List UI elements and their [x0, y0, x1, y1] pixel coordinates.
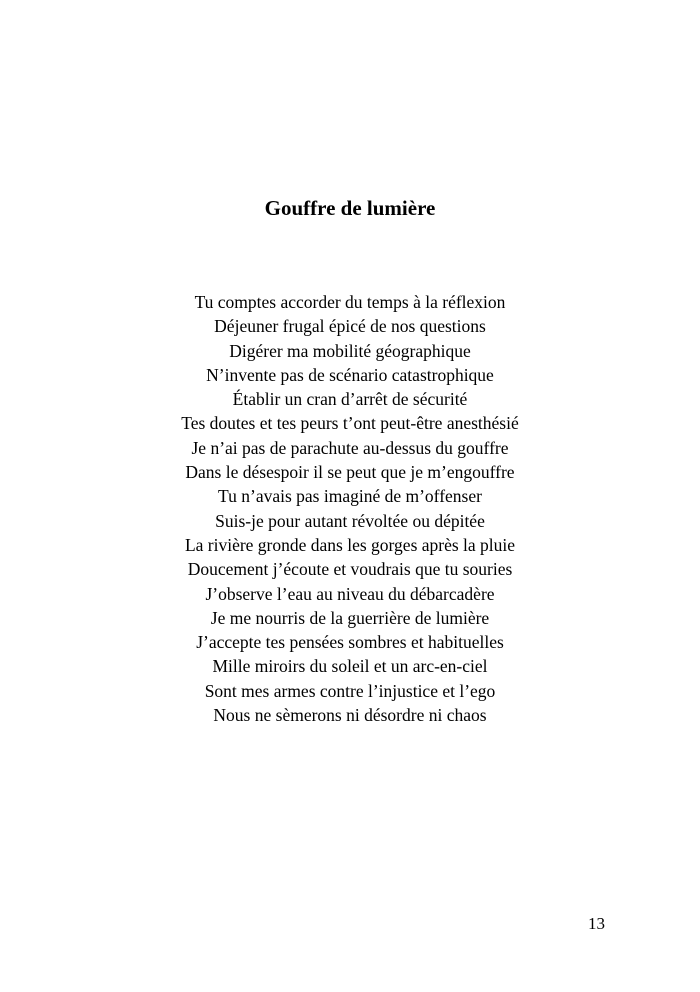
poem-line: Sont mes armes contre l’injustice et l’ego	[204, 680, 496, 701]
poem-line: Tu n’avais pas imaginé de m’offenser	[218, 486, 482, 507]
poem-line: J’observe l’eau au niveau du débarcadère	[205, 583, 495, 604]
poem-line: La rivière gronde dans les gorges après la pluie	[184, 534, 516, 555]
poem-body	[0, 290, 700, 727]
poem-line: Tu comptes accorder du temps à la réflexion	[194, 292, 506, 312]
page-number: 13	[588, 914, 605, 933]
poem-line: Je me nourris de la guerrière de lumière	[210, 607, 490, 628]
poem-line: J’accepte tes pensées sombres et habituelles	[196, 632, 504, 653]
poem-line: Doucement j’écoute et voudrais que tu souries	[187, 559, 513, 580]
poem-line: Je n’ai pas de parachute au-dessus du gouffre	[191, 437, 509, 458]
poem-line: Suis-je pour autant révoltée ou dépitée	[215, 510, 485, 531]
poem-line: Mille miroirs du soleil et un arc-en-ciel	[212, 656, 488, 677]
poem-title: Gouffre de lumière	[264, 196, 436, 220]
poem-line: Nous ne sèmerons ni désordre ni chaos	[213, 705, 487, 726]
poem-line: Tes doutes et tes peurs t’ont peut-être anesthésié	[181, 413, 519, 434]
poem-line: Digérer ma mobilité géographique	[229, 340, 471, 361]
poem-line: N’invente pas de scénario catastrophique	[206, 364, 494, 385]
poem-line: Établir un cran d’arrêt de sécurité	[232, 389, 468, 410]
poem-line: Dans le désespoir il se peut que je m’engouffre	[185, 462, 515, 483]
poem-line: Déjeuner frugal épicé de nos questions	[214, 316, 486, 337]
